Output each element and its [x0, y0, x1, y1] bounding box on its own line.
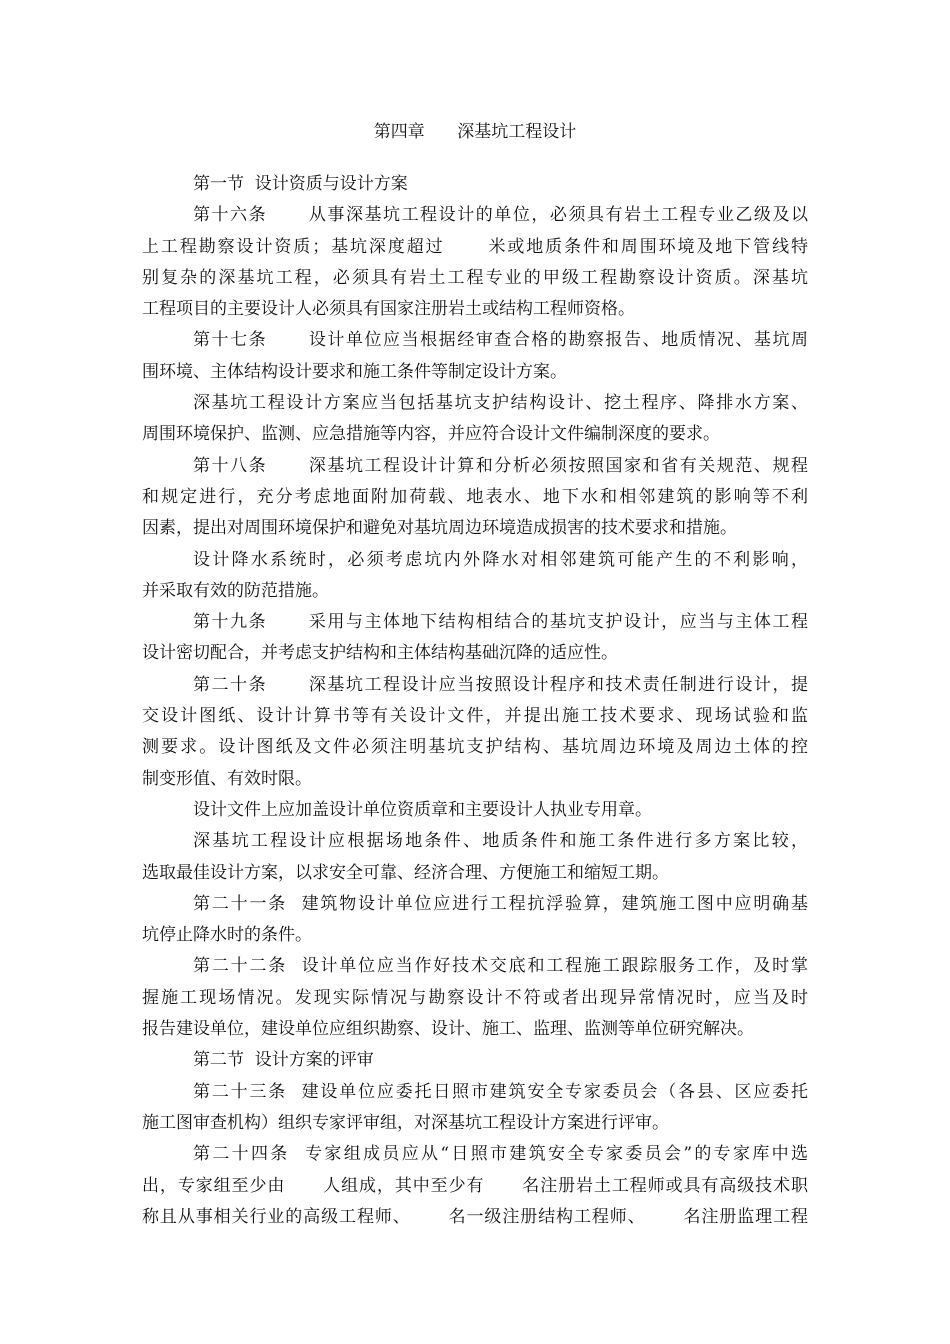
text-line: 设计密切配合，并考虑支护结构和主体结构基础沉降的适应性。 — [142, 643, 618, 664]
text-line: 上工程勘察设计资质；基坑深度超过 米或地质条件和周围环境及地下管线特 — [142, 236, 808, 257]
text-line: 制变形值、有效时限。 — [142, 768, 312, 789]
text-line: 因素，提出对周围环境保护和避免对基坑周边环境造成损害的技术要求和措施。 — [142, 518, 737, 539]
text-line: 施工图审查机构）组织专家评审组，对深基坑工程设计方案进行评审。 — [142, 1112, 669, 1133]
text-line: 深基坑工程设计方案应当包括基坑支护结构设计、挖土程序、降排水方案、 — [193, 393, 808, 414]
text-line: 第十六条 从事深基坑工程设计的单位，必须具有岩土工程专业乙级及以 — [193, 205, 808, 226]
text-line: 周围环境保护、监测、应急措施等内容，并应符合设计文件编制深度的要求。 — [142, 424, 720, 445]
text-line: 设计降水系统时，必须考虑坑内外降水对相邻建筑可能产生的不利影响， — [193, 549, 808, 570]
body-text — [142, 169, 808, 1233]
text-line: 称且从事相关行业的高级工程师、 名一级注册结构工程师、 名注册监理工程 — [142, 1206, 808, 1227]
text-line: 第十九条 采用与主体地下结构相结合的基坑支护设计，应当与主体工程 — [193, 612, 808, 633]
text-line: 别复杂的深基坑工程，必须具有岩土工程专业的甲级工程勘察设计资质。深基坑 — [142, 267, 808, 288]
text-line: 第二十三条 建设单位应委托日照市建筑安全专家委员会（各县、区应委托 — [193, 1081, 808, 1102]
text-line: 报告建设单位，建设单位应组织勘察、设计、施工、监理、监测等单位研究解决。 — [142, 1019, 754, 1040]
section-heading: 第一节 设计资质与设计方案 — [193, 174, 408, 194]
text-line: 第二十二条 设计单位应当作好技术交底和工程施工跟踪服务工作，及时掌 — [193, 956, 808, 977]
text-line: 第二十四条 专家组成员应从“日照市建筑安全专家委员会”的专家库中选 — [193, 1144, 808, 1165]
text-line: 并采取有效的防范措施。 — [142, 580, 329, 601]
text-line: 第二十一条 建筑物设计单位应进行工程抗浮验算，建筑施工图中应明确基 — [193, 893, 808, 914]
text-line: 坑停止降水时的条件。 — [142, 925, 312, 946]
text-line: 围环境、主体结构设计要求和施工条件等制定设计方案。 — [142, 361, 567, 382]
text-line: 第二十条 深基坑工程设计应当按照设计程序和技术责任制进行设计，提 — [193, 674, 808, 695]
text-line: 选取最佳设计方案，以求安全可靠、经济合理、方便施工和缩短工期。 — [142, 862, 669, 883]
text-line: 深基坑工程设计应根据场地条件、地质条件和施工条件进行多方案比较， — [193, 831, 808, 852]
text-line: 工程项目的主要设计人必须具有国家注册岩土或结构工程师资格。 — [142, 299, 635, 320]
text-line: 握施工现场情况。发现实际情况与勘察设计不符或者出现异常情况时，应当及时 — [142, 987, 808, 1008]
section-heading: 第二节 设计方案的评审 — [193, 1050, 374, 1071]
text-line: 和规定进行，充分考虑地面附加荷载、地表水、地下水和相邻建筑的影响等不利 — [142, 486, 808, 507]
text-line: 交设计图纸、设计计算书等有关设计文件，并提出施工技术要求、现场试验和监 — [142, 706, 808, 727]
text-line: 测要求。设计图纸及文件必须注明基坑支护结构、基坑周边环境及周边土体的控 — [142, 737, 808, 758]
text-line: 第十八条 深基坑工程设计计算和分析必须按照国家和省有关规范、规程 — [193, 455, 808, 476]
text-line: 出，专家组至少由 人组成，其中至少有 名注册岩土工程师或具有高级技术职 — [142, 1175, 808, 1196]
text-line: 设计文件上应加盖设计单位资质章和主要设计人执业专用章。 — [193, 799, 652, 820]
text-line: 第十七条 设计单位应当根据经审查合格的勘察报告、地质情况、基坑周 — [193, 330, 808, 351]
chapter-title: 第四章 深基坑工程设计 — [373, 122, 577, 142]
